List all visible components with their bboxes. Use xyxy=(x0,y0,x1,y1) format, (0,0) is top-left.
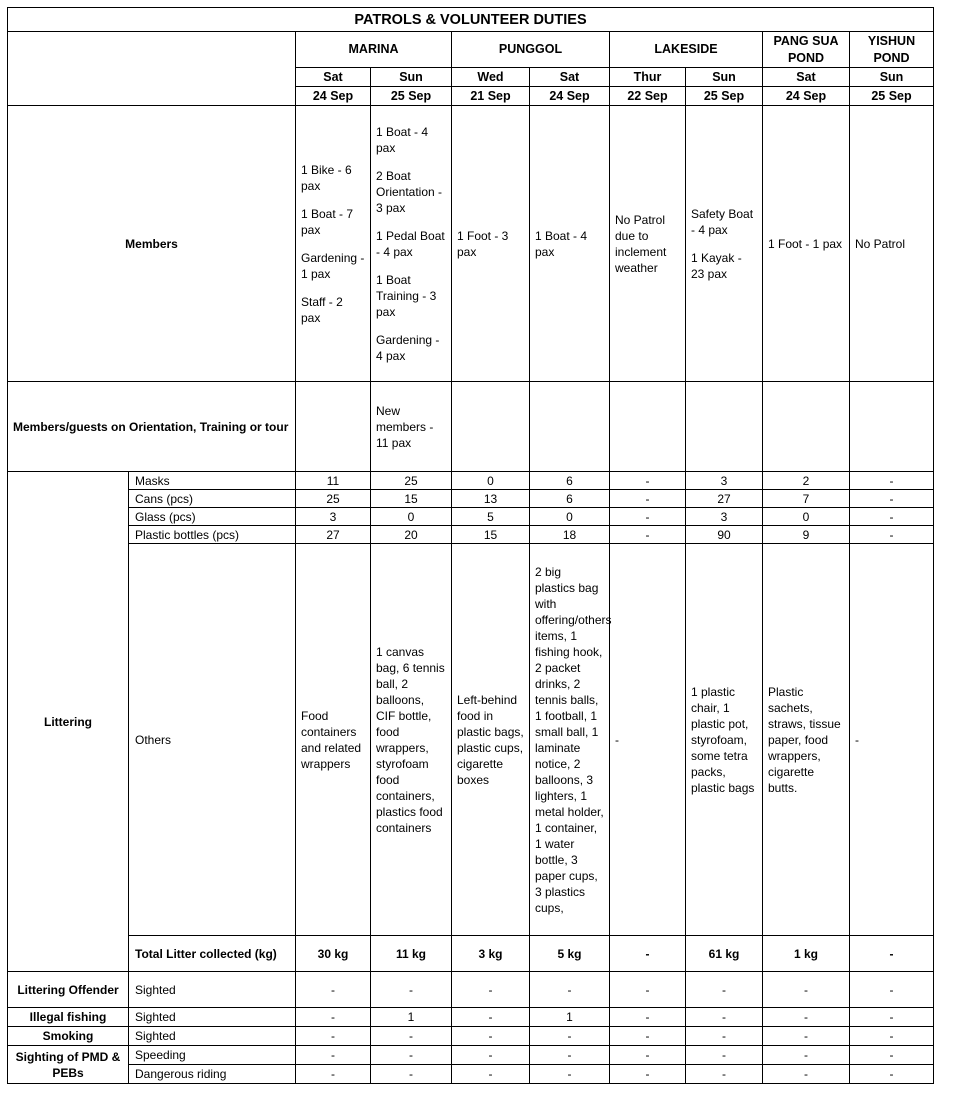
littering-value: - xyxy=(850,490,934,508)
date-header: 25 Sep xyxy=(686,87,763,106)
littering-value: 25 xyxy=(296,490,371,508)
littering-value: 3 xyxy=(296,508,371,526)
members-entry: 2 Boat Orientation - 3 pax xyxy=(376,168,443,215)
littering-value: 3 xyxy=(686,472,763,490)
offence-value: - xyxy=(296,972,371,1008)
offence-value: - xyxy=(610,1008,686,1027)
date-header: 22 Sep xyxy=(610,87,686,106)
location-header: LAKESIDE xyxy=(610,32,763,68)
total-litter-value: 5 kg xyxy=(530,936,610,972)
members-cell xyxy=(850,106,934,382)
littering-value: 2 xyxy=(763,472,850,490)
offence-value: - xyxy=(850,1027,934,1046)
littering-value: 3 xyxy=(686,508,763,526)
day-header: Sun xyxy=(371,68,452,87)
littering-item: Masks xyxy=(129,472,296,490)
members-entry: 1 Foot - 3 pax xyxy=(457,228,509,259)
littering-value: 18 xyxy=(530,526,610,544)
pmd-value: - xyxy=(530,1046,610,1065)
members-cell xyxy=(686,106,763,382)
guests-cell xyxy=(610,382,686,472)
offence-label: Illegal fishing xyxy=(8,1008,129,1027)
littering-value: 13 xyxy=(452,490,530,508)
pmd-value: - xyxy=(452,1065,530,1084)
members-cell xyxy=(296,106,371,382)
littering-value: 90 xyxy=(686,526,763,544)
members-entry: Gardening - 4 pax xyxy=(376,332,440,363)
littering-value: 15 xyxy=(371,490,452,508)
members-entry: 1 Kayak - 23 pax xyxy=(691,250,742,281)
day-header: Sat xyxy=(763,68,850,87)
offence-value: 1 xyxy=(530,1008,610,1027)
pmd-value: - xyxy=(686,1046,763,1065)
littering-value: - xyxy=(610,490,686,508)
total-litter-label: Total Litter collected (kg) xyxy=(129,936,296,972)
pmd-value: - xyxy=(610,1046,686,1065)
offence-value: - xyxy=(296,1008,371,1027)
guests-cell xyxy=(530,382,610,472)
littering-value: 6 xyxy=(530,472,610,490)
littering-value: 20 xyxy=(371,526,452,544)
littering-value: 6 xyxy=(530,490,610,508)
date-header: 24 Sep xyxy=(763,87,850,106)
littering-value: 0 xyxy=(763,508,850,526)
offence-value: - xyxy=(850,972,934,1008)
offence-value: - xyxy=(371,1027,452,1046)
location-header: YISHUN POND xyxy=(850,32,934,68)
littering-value: 0 xyxy=(371,508,452,526)
littering-others-cell: Food containers and related wrappers xyxy=(296,544,371,936)
members-entry: Safety Boat - 4 pax xyxy=(691,206,754,237)
littering-value: - xyxy=(610,508,686,526)
members-entry: 1 Boat Training - 3 pax xyxy=(376,272,437,319)
day-header: Sun xyxy=(686,68,763,87)
pmd-label: Sighting of PMD & PEBs xyxy=(8,1046,129,1084)
littering-value: - xyxy=(850,472,934,490)
littering-item: Glass (pcs) xyxy=(129,508,296,526)
offence-sub: Sighted xyxy=(129,1027,296,1046)
pmd-value: - xyxy=(850,1065,934,1084)
littering-value: - xyxy=(850,508,934,526)
members-cell xyxy=(530,106,610,382)
guests-cell: New members - 11 pax xyxy=(371,382,452,472)
pmd-value: - xyxy=(763,1046,850,1065)
littering-value: - xyxy=(850,526,934,544)
offence-value: - xyxy=(610,972,686,1008)
guests-label: Members/guests on Orientation, Training or tour xyxy=(8,382,296,472)
offence-value: - xyxy=(452,1027,530,1046)
members-entry: 1 Boat - 7 pax xyxy=(301,206,354,237)
pmd-value: - xyxy=(610,1065,686,1084)
total-litter-value: 3 kg xyxy=(452,936,530,972)
offence-value: - xyxy=(763,1027,850,1046)
offence-value: - xyxy=(686,1008,763,1027)
members-cell xyxy=(610,106,686,382)
members-entry: 1 Bike - 6 pax xyxy=(301,162,352,193)
offence-value: 1 xyxy=(371,1008,452,1027)
total-litter-value: 1 kg xyxy=(763,936,850,972)
littering-value: 0 xyxy=(452,472,530,490)
members-entry: 1 Boat - 4 pax xyxy=(376,124,429,155)
littering-value: 11 xyxy=(296,472,371,490)
littering-others-cell: 2 big plastics bag with offering/others items, 1 fishing hook, 2 packet drinks, 2 tennis balls, 1 football, 1 small ball, 1 laminate notice, 2 balloons, 3 lighters, 1 metal holder, 1 container, 1 water bottle, 3 paper cups, 3 plastics cups, xyxy=(530,544,610,936)
offence-value: - xyxy=(763,1008,850,1027)
littering-label: Littering xyxy=(8,472,129,972)
pmd-value: - xyxy=(850,1046,934,1065)
offence-sub: Sighted xyxy=(129,972,296,1008)
members-entry: No Patrol xyxy=(855,236,906,251)
date-header: 21 Sep xyxy=(452,87,530,106)
location-header: PUNGGOL xyxy=(452,32,610,68)
guests-cell xyxy=(296,382,371,472)
littering-value: 7 xyxy=(763,490,850,508)
members-entry: 1 Pedal Boat - 4 pax xyxy=(376,228,445,259)
pmd-value: - xyxy=(763,1065,850,1084)
pmd-value: - xyxy=(530,1065,610,1084)
pmd-value: - xyxy=(452,1046,530,1065)
littering-value: 27 xyxy=(686,490,763,508)
offence-value: - xyxy=(686,1027,763,1046)
members-label: Members xyxy=(8,106,296,382)
guests-cell xyxy=(850,382,934,472)
corner-cell xyxy=(8,32,296,106)
offence-value: - xyxy=(452,1008,530,1027)
offence-value: - xyxy=(371,972,452,1008)
pmd-value: - xyxy=(371,1065,452,1084)
location-header: MARINA xyxy=(296,32,452,68)
guests-cell xyxy=(452,382,530,472)
littering-others-cell: Left-behind food in plastic bags, plastic cups, cigarette boxes xyxy=(452,544,530,936)
day-header: Sat xyxy=(530,68,610,87)
littering-others-cell: - xyxy=(610,544,686,936)
offence-value: - xyxy=(530,972,610,1008)
offence-label: Littering Offender xyxy=(8,972,129,1008)
littering-others-cell: 1 plastic chair, 1 plastic pot, styrofoam, some tetra packs, plastic bags xyxy=(686,544,763,936)
total-litter-value: 30 kg xyxy=(296,936,371,972)
littering-value: 25 xyxy=(371,472,452,490)
date-header: 25 Sep xyxy=(850,87,934,106)
offence-value: - xyxy=(686,972,763,1008)
members-cell xyxy=(763,106,850,382)
patrols-table xyxy=(7,7,934,1084)
offence-value: - xyxy=(296,1027,371,1046)
pmd-sub: Speeding xyxy=(129,1046,296,1065)
offence-sub: Sighted xyxy=(129,1008,296,1027)
pmd-value: - xyxy=(296,1065,371,1084)
members-entry: No Patrol due to inclement weather xyxy=(615,212,667,275)
littering-others-label: Others xyxy=(129,544,296,936)
members-entry: 1 Foot - 1 pax xyxy=(768,236,843,251)
date-header: 24 Sep xyxy=(296,87,371,106)
offence-value: - xyxy=(850,1008,934,1027)
littering-value: 5 xyxy=(452,508,530,526)
littering-value: - xyxy=(610,526,686,544)
total-litter-value: - xyxy=(610,936,686,972)
littering-value: 9 xyxy=(763,526,850,544)
littering-others-cell: - xyxy=(850,544,934,936)
pmd-value: - xyxy=(686,1065,763,1084)
members-cell xyxy=(371,106,452,382)
littering-value: 27 xyxy=(296,526,371,544)
date-header: 24 Sep xyxy=(530,87,610,106)
guests-cell xyxy=(763,382,850,472)
total-litter-value: 61 kg xyxy=(686,936,763,972)
total-litter-value: 11 kg xyxy=(371,936,452,972)
day-header: Sun xyxy=(850,68,934,87)
pmd-value: - xyxy=(371,1046,452,1065)
day-header: Wed xyxy=(452,68,530,87)
offence-value: - xyxy=(530,1027,610,1046)
littering-item: Plastic bottles (pcs) xyxy=(129,526,296,544)
littering-value: - xyxy=(610,472,686,490)
littering-item: Cans (pcs) xyxy=(129,490,296,508)
members-entry: Staff - 2 pax xyxy=(301,294,343,325)
littering-others-cell: Plastic sachets, straws, tissue paper, food wrappers, cigarette butts. xyxy=(763,544,850,936)
total-litter-value: - xyxy=(850,936,934,972)
offence-label: Smoking xyxy=(8,1027,129,1046)
pmd-sub: Dangerous riding xyxy=(129,1065,296,1084)
littering-value: 0 xyxy=(530,508,610,526)
day-header: Sat xyxy=(296,68,371,87)
members-entry: Gardening - 1 pax xyxy=(301,250,365,281)
members-entry: 1 Boat - 4 pax xyxy=(535,228,588,259)
page-title: PATROLS & VOLUNTEER DUTIES xyxy=(8,8,934,32)
day-header: Thur xyxy=(610,68,686,87)
offence-value: - xyxy=(452,972,530,1008)
littering-others-cell: 1 canvas bag, 6 tennis ball, 2 balloons, CIF bottle, food wrappers, styrofoam food containers, plastics food containers xyxy=(371,544,452,936)
location-header: PANG SUA POND xyxy=(763,32,850,68)
pmd-value: - xyxy=(296,1046,371,1065)
offence-value: - xyxy=(763,972,850,1008)
date-header: 25 Sep xyxy=(371,87,452,106)
guests-cell xyxy=(686,382,763,472)
members-cell xyxy=(452,106,530,382)
littering-value: 15 xyxy=(452,526,530,544)
offence-value: - xyxy=(610,1027,686,1046)
